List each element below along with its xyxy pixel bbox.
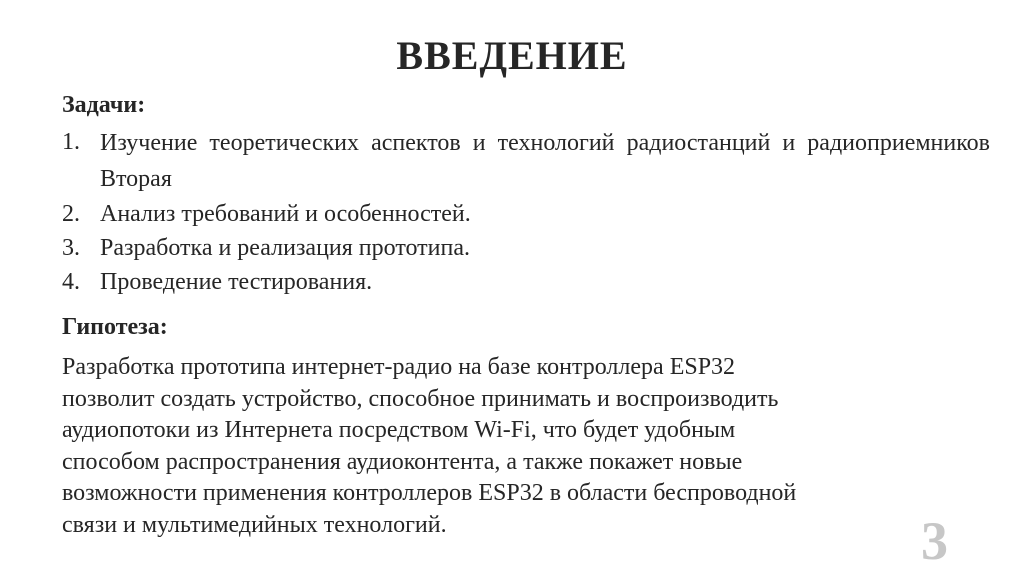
task-item-1 [62,125,990,197]
task-text: Разработка и реализация прототипа. [100,235,471,261]
task-list [62,125,990,299]
task-number: 1. [62,129,80,155]
task-text: Анализ требований и особенностей. [100,201,471,227]
slide-title: ВВЕДЕНИЕ [396,33,628,78]
tasks-heading: Задачи: [62,92,146,118]
task-number: 3. [62,235,80,261]
task-number: 4. [62,269,80,295]
task-item-2 [62,197,990,231]
hypothesis-line: связи и мультимедийных технологий. [62,511,447,538]
task-item-3 [62,231,990,265]
hypothesis-heading: Гипотеза: [62,314,168,340]
task-number: 2. [62,201,80,227]
hypothesis-paragraph [62,352,992,541]
task-text: Изучение теоретических аспектов и технологий радиостанций и радиоприемников Вторая [100,130,990,192]
page-number: 3 [921,511,948,571]
hypothesis-line: позволит создать устройство, способное принимать и воспроизводить [62,385,779,412]
hypothesis-line: возможности применения контроллеров ESP32 в области беспроводной [62,480,797,506]
hypothesis-line: Разработка прототипа интернет-радио на базе контроллера ESP32 [62,354,736,380]
hypothesis-line: аудиопотоки из Интернета посредством Wi-Fi, что будет удобным [62,417,736,443]
task-item-4 [62,265,990,299]
hypothesis-line: способом распространения аудиоконтента, а также покажет новые [62,448,743,475]
task-text: Проведение тестирования. [100,269,373,295]
